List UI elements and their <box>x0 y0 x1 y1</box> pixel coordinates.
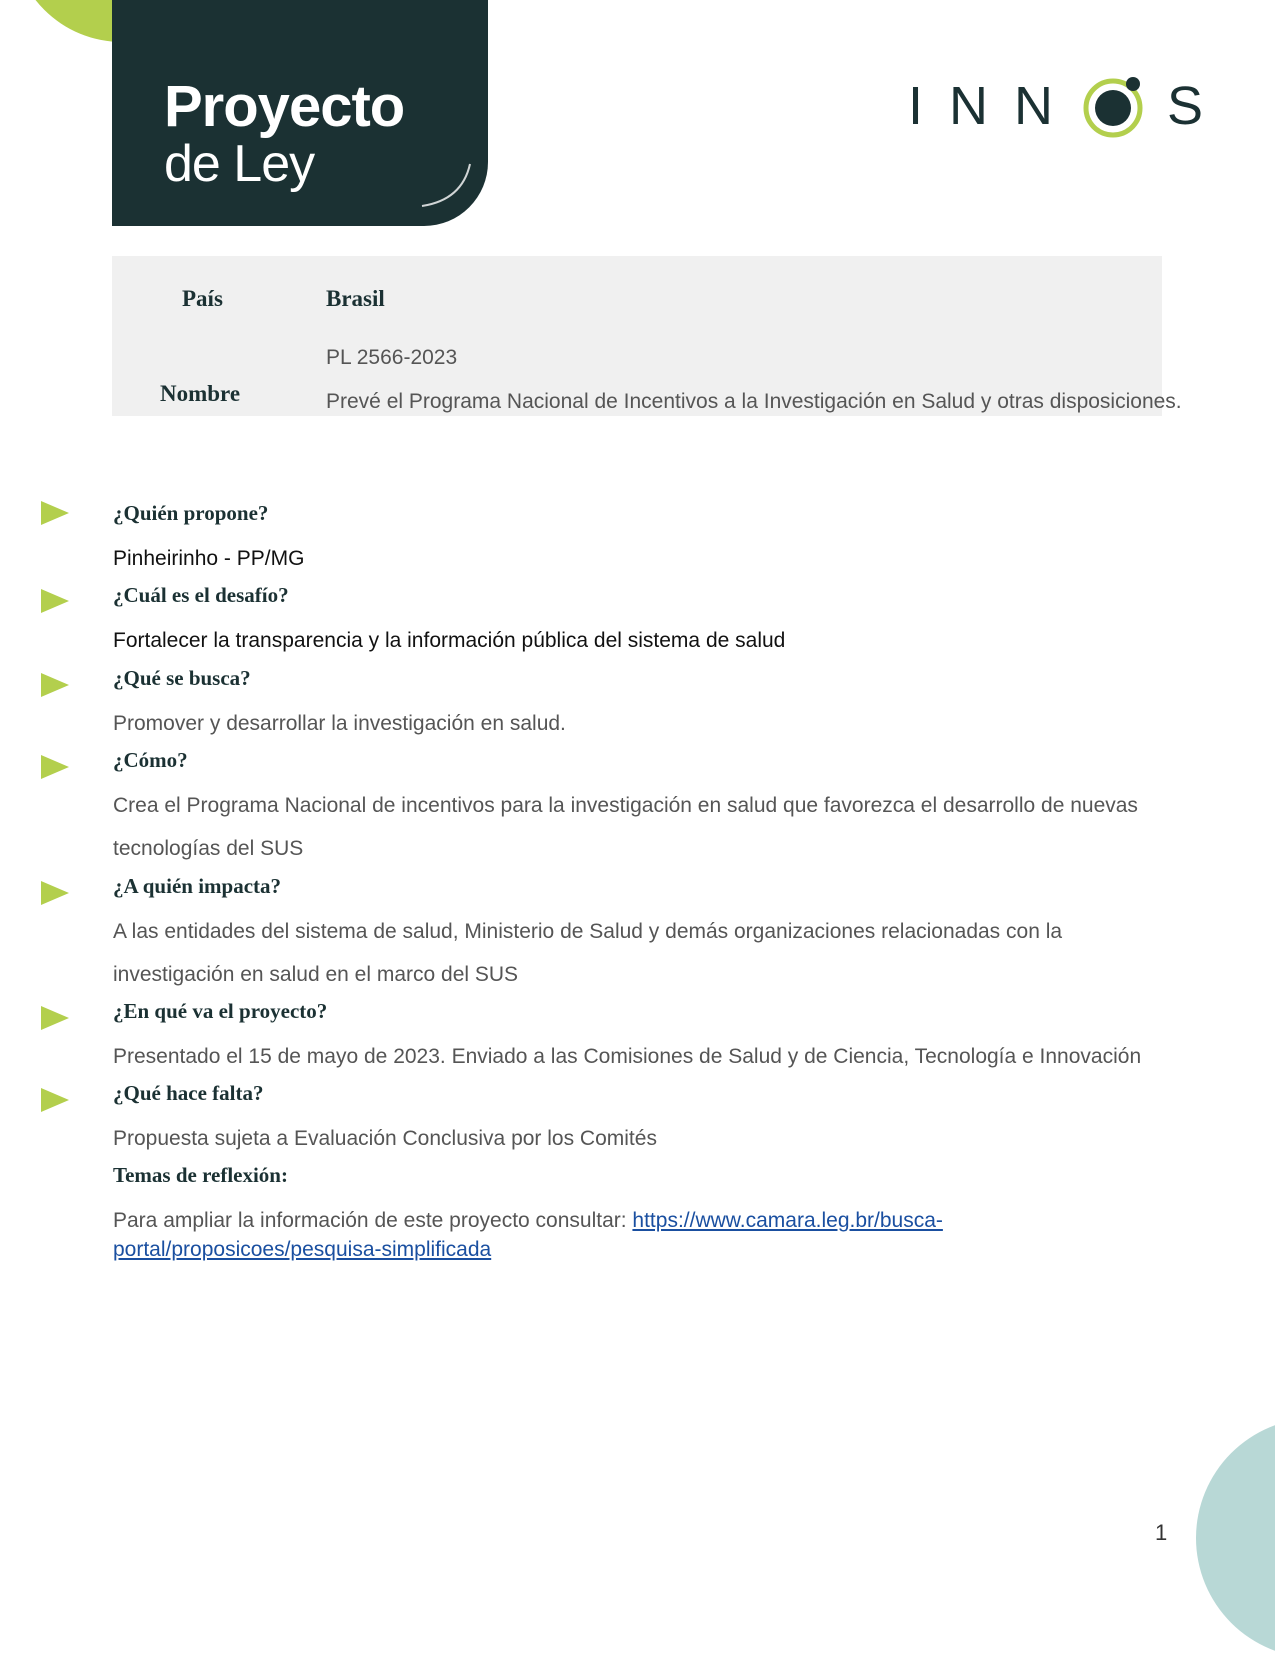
reflection-text <box>113 1206 1163 1264</box>
bill-code: PL 2566-2023 <box>326 346 458 369</box>
innos-logo <box>908 72 1203 140</box>
decorative-arc-icon <box>418 160 478 210</box>
question-heading: ¿Cuál es el desafío? <box>113 583 289 607</box>
decorative-teal-circle <box>1196 1418 1275 1658</box>
answer-text: Promover y desarrollar la investigación en salud. <box>113 712 566 735</box>
arrow-bullet-icon <box>41 755 69 779</box>
logo-letter: N <box>1014 76 1054 136</box>
bill-description: Prevé el Programa Nacional de Incentivos a la Investigación en Salud y otras disposiciones. <box>326 390 1182 413</box>
section-impact <box>113 873 1163 996</box>
logo-letter: N <box>949 76 989 136</box>
arrow-bullet-icon <box>41 673 69 697</box>
question-heading: ¿Cómo? <box>113 748 188 772</box>
info-table <box>112 256 1182 416</box>
question-heading: ¿Quién propone? <box>113 501 269 525</box>
country-value: Brasil <box>326 286 385 311</box>
section-reflection <box>113 1162 1163 1264</box>
arrow-bullet-icon <box>41 501 69 525</box>
arrow-bullet-icon <box>41 589 69 613</box>
arrow-bullet-icon <box>41 1006 69 1030</box>
logo-o-icon <box>1079 72 1149 140</box>
answer-text: A las entidades del sistema de salud, Ministerio de Salud y demás organizaciones relacionadas con la investigación en salud en el marco del SUS <box>113 920 1063 986</box>
title-block <box>112 0 488 226</box>
arrow-bullet-icon <box>41 1088 69 1112</box>
camara-link[interactable]: https://www.camara.leg.br/busca-portal/proposicoes/pesquisa-simplificada <box>113 1209 943 1261</box>
arrow-bullet-icon <box>41 881 69 905</box>
section-how <box>113 747 1163 870</box>
reflection-intro: Para ampliar la información de este proyecto consultar: <box>113 1209 633 1232</box>
reflection-heading: Temas de reflexión: <box>113 1163 288 1187</box>
section-missing <box>113 1080 1163 1160</box>
question-heading: ¿A quién impacta? <box>113 874 282 898</box>
country-label: País <box>182 286 223 311</box>
question-heading: ¿Qué hace falta? <box>113 1081 264 1105</box>
answer-text: Presentado el 15 de mayo de 2023. Enviado a las Comisiones de Salud y de Ciencia, Tecnología e Innovación <box>113 1045 1142 1068</box>
answer-text: Crea el Programa Nacional de incentivos para la investigación en salud que favorezca el desarrollo de nuevas tecnologías del SUS <box>113 794 1138 860</box>
section-who-proposes <box>113 500 1163 580</box>
logo-letter: I <box>908 76 924 136</box>
section-status <box>113 998 1163 1078</box>
logo-letter: S <box>1167 76 1204 136</box>
question-heading: ¿Qué se busca? <box>113 666 251 690</box>
answer-text: Pinheirinho - PP/MG <box>113 547 305 570</box>
page-number: 1 <box>1155 1520 1168 1545</box>
answer-text: Propuesta sujeta a Evaluación Conclusiva por los Comités <box>113 1127 657 1150</box>
section-goal <box>113 665 1163 745</box>
page-title-line2: de Ley <box>164 135 315 193</box>
answer-text: Fortalecer la transparencia y la información pública del sistema de salud <box>113 629 786 652</box>
page-title-line1: Proyecto <box>164 74 405 139</box>
section-challenge <box>113 582 1163 662</box>
name-label: Nombre <box>160 381 241 406</box>
question-heading: ¿En qué va el proyecto? <box>113 999 328 1023</box>
